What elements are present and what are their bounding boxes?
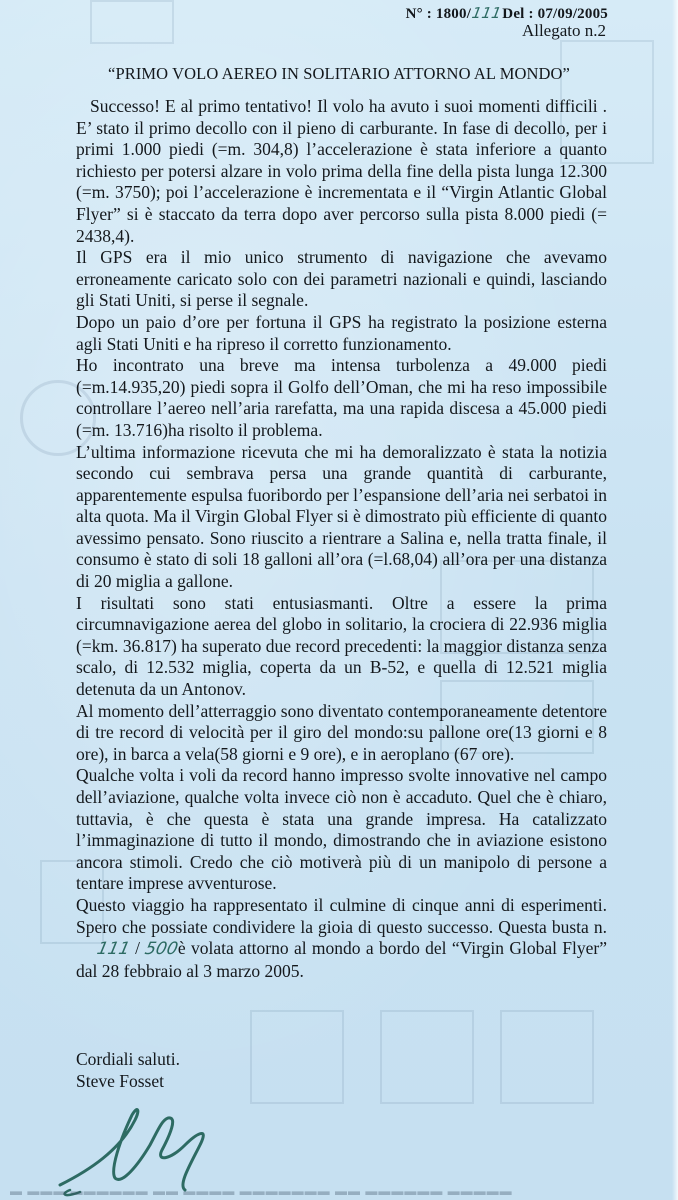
envelope-text-before: Questo viaggio ha rappresentato il culmine di cinque anni di esperimenti. Spero che possiate condividere la gioia di questo successo. Questa busta n. <box>76 894 607 937</box>
envelope-total-handwritten: 500 <box>143 939 181 960</box>
envelope-separator: / <box>135 938 141 959</box>
paragraph: Al momento dell’atterraggio sono diventato contemporaneamente detentore di tre record di velocità per il giro del mondo:su pallone ore(13 giorni e 8 ore), in barca a vela(58 giorni e 9 ore), e in aeroplano (67 ore). <box>76 700 607 764</box>
paragraph: Qualche volta i voli da record hanno impresso svolte innovative nel campo dell’aviazione, qualche volta invece ciò non è accaduto. Quel che è chiaro, tuttavia, è che questa è stata una grande impresa. Ha catalizzato l’immaginazione di tutto il mondo, dimostrando che in aviazione esistono ancora stimoli. Credo che ciò motiverà più di un manipolo di persone a tentare imprese avventurose. <box>76 765 607 894</box>
protocol-date: Del : 07/09/2005 <box>502 6 608 22</box>
protocol-number-handwritten: 111 <box>470 4 503 22</box>
signer-name: Steve Fosset <box>76 1070 164 1091</box>
closing-greeting: Cordiali saluti. <box>76 1049 181 1069</box>
document-title: “PRIMO VOLO AEREO IN SOLITARIO ATTORNO AL MONDO” <box>108 64 570 83</box>
paragraph: Ho incontrato una breve ma intensa turbolenza a 49.000 piedi (=m.14.935,20) piedi sopra il Golfo dell’Oman, che mi ha reso impossibile controllare l’aereo nell’aria rarefatta, ma una rapida discesa a 45.000 piedi (=m. 13.716)ha risolto il problema. <box>76 355 607 440</box>
attachment-label: Allegato n.2 <box>521 21 606 40</box>
letter-body <box>76 96 607 982</box>
show-through-box <box>500 1010 594 1104</box>
closing-block <box>76 1049 180 1092</box>
protocol-number-prefix: N° : 1800/ <box>405 6 472 22</box>
paragraph: L’ultima informazione ricevuta che mi ha demoralizzato è stata la notizia secondo cui sembrava persa una grande quantità di carburante, apparentemente espulsa fuoribordo per l’espansione dell’aria nei serbatoi in alta quota. Ma il Virgin Global Flyer si è dimostrato più efficiente di quanto avessimo pensato. Sono riuscito a rientrare a Salina e, nella tratta finale, il consumo è stato di soli 18 galloni all’ora (=l.68,04) all’ora per una distanza di 20 miglia a gallone. <box>76 441 607 592</box>
show-through-box <box>250 1010 344 1104</box>
paragraph: Successo! E al primo tentativo! Il volo ha avuto i suoi momenti difficili . E’ stato il primo decollo con il pieno di carburante. In fase di decollo, per i primi 1.000 piedi (=m. 304,8) l’accelerazione è stata inferiore a quanto richiesto per potersi alzare in volo prima della fine della pista lunga 12.300 (=m. 3750); poi l’accelerazione è incrementata e il “Virgin Atlantic Global Flyer” si è staccato da terra dopo aver percorso sulla pista 8.000 piedi (= 2438,4). <box>76 96 607 246</box>
envelope-number-handwritten: 111 <box>95 939 133 960</box>
show-through-box <box>380 1010 474 1104</box>
show-through-box <box>90 0 174 44</box>
page-edge <box>672 0 678 1200</box>
paragraph: Dopo un paio d’ore per fortuna il GPS ha registrato la posizione esterna agli Stati Uniti e ha ripreso il corretto funzionamento. <box>76 311 607 354</box>
envelope-text-after: è volata attorno al mondo a bordo del “Virgin Global Flyer” dal 28 febbraio al 3 marzo 2005. <box>76 938 607 981</box>
paragraph-envelope <box>76 895 607 982</box>
show-through-footer-text: ▬ ▬▬▬ ▬▬▬▬▬▬ ▬▬ ▬▬▬▬ ▬▬▬▬▬▬▬ ▬▬ ▬▬▬▬▬▬ ▬▬▬▬▬ <box>10 1184 513 1198</box>
paragraph: Il GPS era il mio unico strumento di navigazione che avevamo erroneamente caricato solo con dei parametri nazionali e quindi, lasciando gli Stati Uniti, si perse il segnale. <box>76 247 607 311</box>
paragraph: I risultati sono stati entusiasmanti. Oltre a essere la prima circumnavigazione aerea del globo in solitario, la crociera di 22.936 miglia (=km. 36.817) ha superato due record precedenti: la maggior distanza senza scalo, di 12.532 miglia, coperta da un B-52, e quella di 12.521 miglia detenuta da un Antonov. <box>76 592 607 700</box>
